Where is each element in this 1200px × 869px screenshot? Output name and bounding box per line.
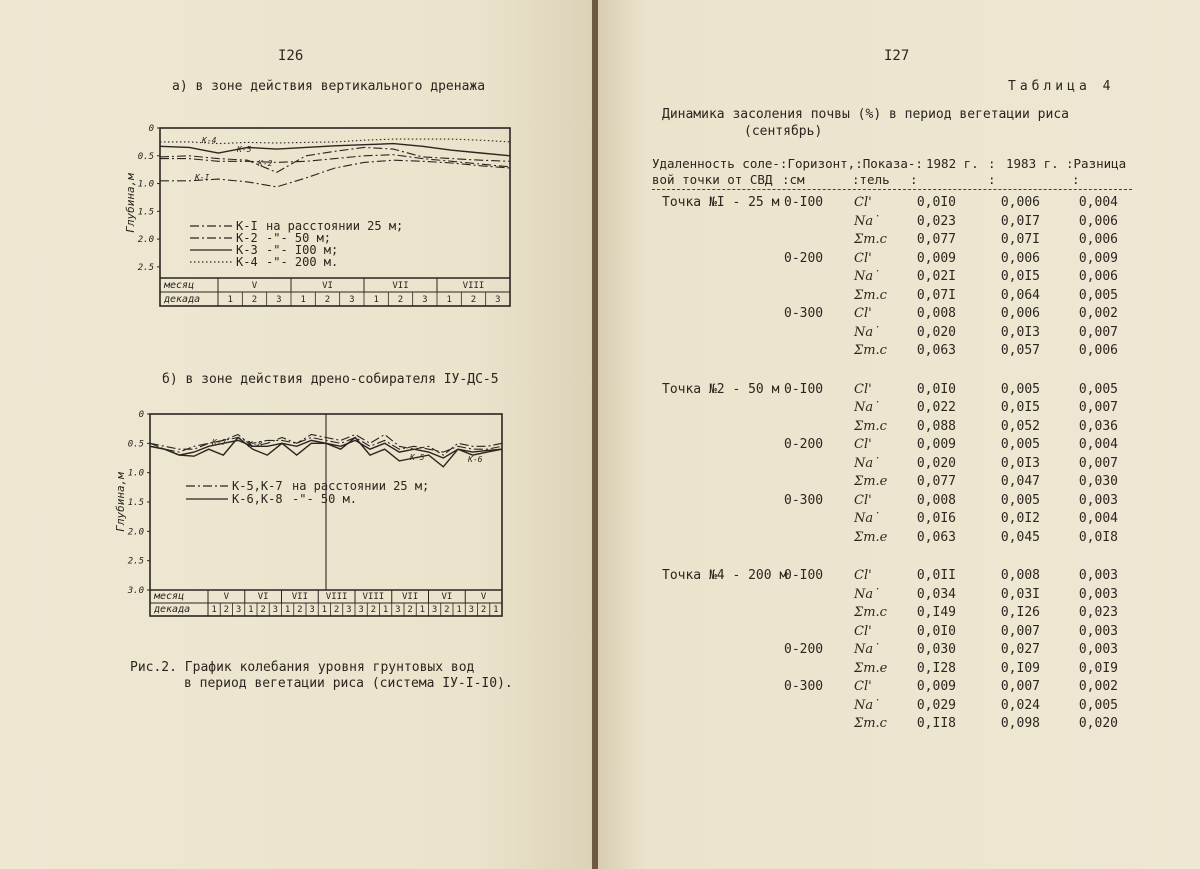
y-tick-label: 2.0 — [127, 527, 144, 538]
row-value-diff: 0,004 — [1078, 195, 1118, 210]
legend-key: К-2 — [236, 231, 258, 245]
decade-label: 3 — [495, 295, 501, 305]
series-annotation: К-2 — [258, 159, 273, 168]
decade-label: 2 — [480, 605, 487, 615]
row-indicator: Na˙ — [854, 511, 880, 526]
decade-label: 3 — [349, 295, 355, 305]
decade-label: 2 — [470, 295, 477, 305]
row-value-diff: 0,005 — [1078, 697, 1118, 713]
y-tick-label: 2.5 — [137, 262, 154, 273]
row-value-1983: 0,057 — [1000, 343, 1040, 358]
legend-key: К-3 — [236, 243, 258, 257]
decade-label: 2 — [297, 605, 303, 615]
row-value-diff: 0,005 — [1078, 287, 1118, 303]
row-value-diff: 0,036 — [1078, 418, 1118, 434]
row-indicator: Σт.с — [854, 287, 887, 303]
row-value-1982: 0,034 — [916, 586, 956, 602]
decade-label: 1 — [248, 605, 254, 615]
row-value-1982: 0,I49 — [916, 605, 956, 620]
y-axis-label: Глубина,м — [114, 472, 127, 532]
header2-sep2: : — [988, 172, 996, 187]
row-value-1983: 0,008 — [1000, 568, 1040, 583]
decade-label: 3 — [468, 605, 475, 615]
decade-label: 3 — [272, 605, 279, 615]
row-value-1982: 0,063 — [916, 343, 956, 358]
row-indicator: Na˙ — [854, 213, 880, 229]
legend-text: -"- 50 м; — [266, 231, 332, 245]
row-indicator: Cl' — [854, 568, 872, 583]
decade-label: 2 — [251, 295, 258, 305]
y-tick-label: 0 — [148, 124, 154, 134]
row-value-1982: 0,020 — [916, 455, 956, 471]
row-value-1983: 0,005 — [1000, 437, 1040, 452]
row-value-1983: 0,07I — [1000, 232, 1040, 247]
header-1982: 1982 г. — [926, 156, 979, 171]
row-value-1982: 0,022 — [916, 400, 956, 415]
left-page-number: I26 — [278, 48, 304, 64]
month-label: VI — [441, 592, 453, 602]
row-value-1982: 0,029 — [916, 697, 956, 713]
chart-b — [0, 400, 594, 660]
decade-label: 3 — [395, 605, 401, 615]
row-value-1983: 0,047 — [1000, 474, 1040, 489]
row-value-1982: 0,008 — [916, 492, 956, 508]
row-value-1983: 0,0I3 — [1000, 324, 1040, 340]
decade-label: 3 — [358, 605, 364, 615]
row-value-1983: 0,006 — [1000, 195, 1040, 210]
row-horizon: 0-300 — [784, 679, 824, 694]
row-value-1983: 0,027 — [1000, 642, 1040, 657]
right-page-number: I27 — [884, 48, 910, 64]
month-label: VIII — [362, 592, 385, 602]
row-horizon: 0-200 — [784, 642, 824, 657]
series-annotation: К-7 — [212, 438, 227, 447]
y-tick-label: 2.5 — [127, 556, 144, 567]
y-tick-label: 0 — [138, 410, 144, 420]
row-value-diff: 0,003 — [1078, 492, 1118, 508]
month-row-label: месяц — [154, 591, 185, 602]
decade-label: 2 — [333, 605, 340, 615]
series-annotation: К-5 — [410, 453, 425, 462]
row-value-1982: 0,0I0 — [916, 195, 956, 210]
series-annotation: К-4 — [202, 136, 217, 145]
row-value-diff: 0,002 — [1078, 306, 1118, 321]
row-value-diff: 0,030 — [1078, 474, 1118, 489]
legend-key: К-5,К-7 — [232, 479, 283, 493]
decade-label: 3 — [431, 605, 438, 615]
series-line-К-5 — [160, 155, 510, 167]
row-value-diff: 0,020 — [1078, 716, 1118, 731]
row-value-1983: 0,005 — [1000, 381, 1040, 397]
y-axis-label: Глубина,м — [124, 173, 137, 233]
row-indicator: Na˙ — [854, 697, 880, 713]
row-value-1983: 0,024 — [1000, 697, 1040, 713]
series-annotation: К-6 — [468, 455, 483, 464]
chart-b-title: б) в зоне действия дрено-собирателя IУ-ДС-5 — [162, 372, 499, 387]
row-indicator: Cl' — [854, 492, 872, 508]
decade-label: 2 — [407, 605, 413, 615]
month-label: V — [480, 592, 487, 602]
series-line-К-3 — [160, 144, 510, 156]
header2-col1: вой точки от СВД — [652, 172, 773, 187]
row-value-diff: 0,006 — [1078, 213, 1118, 229]
row-value-1983: 0,I26 — [1000, 605, 1040, 620]
row-indicator: Na˙ — [854, 455, 880, 471]
y-tick-label: 3.0 — [127, 586, 144, 596]
row-value-1983: 0,0I5 — [1000, 400, 1040, 415]
table-title-line1: Динамика засоления почвы (%) в период вегетации риса — [662, 107, 1069, 122]
row-value-1983: 0,03I — [1000, 586, 1040, 602]
row-value-1982: 0,II8 — [916, 716, 956, 731]
decade-label: 1 — [211, 605, 217, 615]
legend-text: -"- I00 м; — [266, 243, 339, 257]
row-value-1982: 0,023 — [916, 213, 956, 229]
row-value-1982: 0,07I — [916, 287, 956, 303]
y-tick-label: 2.0 — [137, 235, 154, 246]
row-value-1983: 0,0I5 — [1000, 269, 1040, 284]
row-value-1983: 0,064 — [1000, 287, 1040, 303]
series-line-К-I — [160, 160, 510, 187]
decade-label: 2 — [444, 605, 450, 615]
header2-col3: :тель — [852, 172, 890, 187]
row-value-1982: 0,020 — [916, 324, 956, 340]
month-label: VII — [291, 592, 309, 602]
row-horizon: 0-I00 — [784, 195, 824, 210]
left-page — [0, 0, 594, 869]
row-value-1982: 0,0I0 — [916, 623, 956, 639]
series-annotation: К-I — [195, 173, 210, 182]
table-title-line2: (сентябрь) — [744, 124, 823, 139]
legend-key: К-4 — [236, 255, 258, 269]
decade-label: 3 — [346, 605, 352, 615]
row-value-1983: 0,005 — [1000, 492, 1040, 508]
row-value-1983: 0,0I2 — [1000, 511, 1040, 526]
legend-key: К-I — [236, 219, 258, 233]
row-horizon: 0-I00 — [784, 568, 824, 583]
table-label: Таблица 4 — [1008, 79, 1115, 94]
row-value-diff: 0,007 — [1078, 400, 1118, 415]
row-value-diff: 0,009 — [1078, 250, 1118, 266]
y-tick-label: 1.5 — [127, 498, 144, 508]
row-value-1983: 0,006 — [1000, 250, 1040, 266]
row-value-1983: 0,007 — [1000, 623, 1040, 639]
header2-col2: :см — [782, 172, 805, 187]
row-horizon: 0-200 — [784, 250, 824, 266]
row-value-diff: 0,003 — [1078, 623, 1118, 639]
y-tick-label: 0.5 — [137, 151, 154, 162]
legend-key: К-6,К-8 — [232, 492, 283, 506]
row-indicator: Σт.е — [854, 529, 888, 545]
row-value-1982: 0,077 — [916, 474, 956, 489]
row-value-1982: 0,063 — [916, 529, 956, 545]
header2-sep3: : — [1072, 172, 1080, 187]
row-indicator: Cl' — [854, 250, 872, 266]
row-horizon: 0-I00 — [784, 381, 824, 397]
row-value-diff: 0,006 — [1078, 269, 1118, 284]
header-1983: 1983 г. — [1006, 156, 1059, 171]
row-indicator: Σт.е — [854, 660, 888, 676]
row-value-1982: 0,0II — [916, 568, 956, 583]
chart-a-title: а) в зоне действия вертикального дренажа — [172, 79, 486, 94]
row-value-diff: 0,007 — [1078, 324, 1118, 340]
row-indicator: Cl' — [854, 437, 872, 452]
row-indicator: Cl' — [854, 381, 872, 397]
month-label: VIII — [325, 592, 348, 602]
row-value-1982: 0,009 — [916, 437, 956, 452]
decade-label: 1 — [284, 605, 291, 615]
legend-text: на расстоянии 25 м; — [292, 479, 430, 493]
row-indicator: Σт.с — [854, 605, 887, 620]
row-indicator: Na˙ — [854, 642, 880, 657]
row-indicator: Σт.с — [854, 343, 887, 358]
header-sep: : — [988, 156, 996, 171]
right-page — [598, 0, 1200, 869]
row-value-diff: 0,0I8 — [1078, 529, 1118, 545]
row-value-1983: 0,0I7 — [1000, 213, 1040, 229]
decade-label: 1 — [456, 605, 462, 615]
decade-label: 2 — [223, 605, 230, 615]
decade-row-label: декада — [164, 294, 201, 305]
header2-sep1: : — [910, 172, 918, 187]
legend-text: -"- 50 м. — [292, 492, 358, 506]
row-value-1982: 0,030 — [916, 642, 956, 657]
decade-label: 3 — [276, 295, 282, 305]
row-indicator: Na˙ — [854, 400, 880, 415]
row-value-1982: 0,0I6 — [916, 511, 956, 526]
month-row-label: месяц — [164, 280, 195, 291]
row-value-diff: 0,005 — [1078, 381, 1118, 397]
row-value-diff: 0,003 — [1078, 586, 1118, 602]
month-label: VI — [257, 592, 269, 602]
row-value-1983: 0,045 — [1000, 529, 1040, 545]
row-indicator: Cl' — [854, 195, 872, 210]
row-value-1983: 0,052 — [1000, 418, 1040, 434]
figure-caption-line1: Рис.2. График колебания уровня грунтовых вод — [130, 660, 475, 675]
decade-label: 1 — [373, 295, 379, 305]
row-value-diff: 0,003 — [1078, 642, 1118, 657]
row-indicator: Σт.с — [854, 418, 887, 434]
row-point-label: Точка №I - 25 м — [662, 195, 780, 210]
decade-label: 1 — [493, 605, 499, 615]
row-value-diff: 0,004 — [1078, 511, 1118, 526]
decade-label: 1 — [300, 295, 306, 305]
series-annotation: К-5 — [237, 145, 252, 154]
month-label: VII — [392, 281, 409, 291]
row-value-1983: 0,006 — [1000, 306, 1040, 321]
y-tick-label: 1.0 — [127, 468, 144, 479]
row-indicator: Σт.с — [854, 232, 887, 247]
row-value-1983: 0,007 — [1000, 679, 1040, 694]
row-value-1982: 0,009 — [916, 679, 956, 694]
header-diff: :Разница — [1066, 156, 1127, 171]
row-value-diff: 0,006 — [1078, 232, 1118, 247]
row-indicator: Cl' — [854, 679, 872, 694]
row-value-1982: 0,088 — [916, 418, 956, 434]
row-indicator: Cl' — [854, 623, 872, 639]
y-tick-label: 1.5 — [137, 207, 154, 218]
month-label: V — [251, 281, 258, 291]
row-value-1982: 0,0I0 — [916, 381, 956, 397]
header-col1: Удаленность соле-:Горизонт,:Показа-: — [652, 156, 923, 171]
row-value-diff: 0,003 — [1078, 568, 1118, 583]
row-indicator: Cl' — [854, 306, 872, 321]
series-annotation: К-8 — [248, 440, 263, 449]
row-value-diff: 0,007 — [1078, 455, 1118, 471]
decade-label: 1 — [382, 605, 389, 615]
y-tick-label: 0.5 — [127, 439, 144, 450]
decade-label: 2 — [397, 295, 404, 305]
decade-label: 2 — [370, 605, 377, 615]
row-value-1983: 0,I09 — [1000, 660, 1040, 676]
decade-label: 3 — [309, 605, 315, 615]
row-value-1982: 0,077 — [916, 232, 956, 247]
month-label: VI — [322, 281, 333, 291]
legend-text: -"- 200 м. — [266, 255, 339, 269]
month-label: VII — [401, 592, 419, 602]
decade-label: 1 — [321, 605, 328, 615]
row-indicator: Σт.е — [854, 474, 888, 489]
legend-text: на расстоянии 25 м; — [266, 219, 404, 233]
decade-label: 2 — [324, 295, 331, 305]
month-label: V — [223, 592, 230, 602]
decade-label: 1 — [446, 295, 452, 305]
chart-a — [0, 100, 594, 440]
row-value-1982: 0,02I — [916, 269, 956, 284]
row-indicator: Na˙ — [854, 269, 880, 284]
figure-caption-line2: в период вегетации риса (система IУ-I-I0). — [184, 676, 513, 691]
decade-label: 3 — [235, 605, 242, 615]
header-dashed-rule — [652, 189, 1132, 190]
y-tick-label: 1.0 — [137, 179, 154, 190]
row-horizon: 0-300 — [784, 306, 824, 321]
decade-label: 3 — [422, 295, 428, 305]
row-value-diff: 0,006 — [1078, 343, 1118, 358]
row-value-diff: 0,004 — [1078, 437, 1118, 452]
decade-label: 1 — [419, 605, 426, 615]
decade-row-label: декада — [154, 604, 191, 615]
row-value-1982: 0,008 — [916, 306, 956, 321]
row-indicator: Σт.с — [854, 716, 887, 731]
row-value-diff: 0,023 — [1078, 605, 1118, 620]
row-point-label: Точка №4 - 200 м — [662, 568, 788, 583]
row-horizon: 0-200 — [784, 437, 824, 452]
month-label: VIII — [462, 281, 485, 291]
row-indicator: Na˙ — [854, 586, 880, 602]
decade-label: 2 — [260, 605, 266, 615]
row-horizon: 0-300 — [784, 492, 824, 508]
decade-label: 1 — [227, 295, 233, 305]
row-value-1983: 0,0I3 — [1000, 455, 1040, 471]
row-value-1982: 0,009 — [916, 250, 956, 266]
row-value-1982: 0,I28 — [916, 660, 956, 676]
row-indicator: Na˙ — [854, 324, 880, 340]
row-value-1983: 0,098 — [1000, 716, 1040, 731]
row-value-diff: 0,0I9 — [1078, 660, 1118, 676]
chart-frame — [160, 128, 510, 306]
row-value-diff: 0,002 — [1078, 679, 1118, 694]
row-point-label: Точка №2 - 50 м — [662, 381, 780, 397]
